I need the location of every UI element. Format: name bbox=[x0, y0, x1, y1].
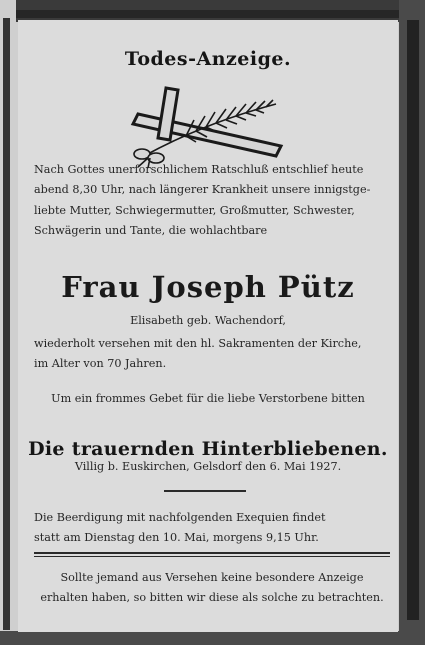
sacrament-line: wiederholt versehen mit den hl. Sakramenten der Kirche, bbox=[34, 337, 362, 350]
notice-title: Todes-Anzeige. bbox=[124, 48, 292, 70]
prayer-request: Um ein frommes Gebet für die liebe Verstorbene bitten bbox=[51, 392, 365, 405]
bottom-border bbox=[0, 631, 425, 645]
intro-line: liebte Mutter, Schwiegermutter, Großmutter, Schwester, bbox=[34, 203, 355, 217]
short-divider bbox=[164, 490, 246, 492]
funeral-paragraph bbox=[34, 508, 390, 549]
long-divider-thin bbox=[34, 556, 390, 557]
right-border bbox=[399, 0, 425, 645]
cross-with-palm-frond-icon bbox=[126, 78, 296, 168]
intro-line: Nach Gottes unerforschlichem Ratschluß entschlief heute bbox=[34, 163, 364, 176]
top-border bbox=[0, 0, 425, 22]
closing-line: erhalten haben, so bitten wir diese als solche zu betrachten. bbox=[40, 591, 384, 605]
left-border-line bbox=[3, 18, 10, 630]
mourners-signature: Die trauernden Hinterbliebenen. bbox=[28, 438, 388, 460]
top-border-line bbox=[6, 10, 419, 18]
intro-line: abend 8,30 Uhr, nach längerer Krankheit unsere innigstge- bbox=[34, 183, 371, 197]
place-and-date: Villig b. Euskirchen, Gelsdorf den 6. Mai 1927. bbox=[74, 460, 342, 473]
sacrament-paragraph bbox=[34, 334, 390, 375]
closing-line: Sollte jemand aus Versehen keine besondere Anzeige bbox=[60, 571, 364, 584]
deceased-name: Frau Joseph Pütz bbox=[61, 270, 355, 304]
sacrament-line: im Alter von 70 Jahren. bbox=[34, 357, 167, 371]
funeral-line: statt am Dienstag den 10. Mai, morgens 9,15 Uhr. bbox=[34, 531, 319, 545]
long-divider bbox=[34, 552, 390, 554]
intro-line: Schwägerin und Tante, die wohlachtbare bbox=[34, 224, 268, 238]
left-border bbox=[0, 0, 16, 645]
maiden-name: Elisabeth geb. Wachendorf, bbox=[130, 314, 286, 327]
death-notice bbox=[18, 20, 398, 632]
closing-paragraph bbox=[34, 568, 390, 609]
right-border-line bbox=[407, 20, 419, 620]
intro-paragraph bbox=[34, 160, 390, 242]
funeral-line: Die Beerdigung mit nachfolgenden Exequien findet bbox=[34, 511, 326, 524]
